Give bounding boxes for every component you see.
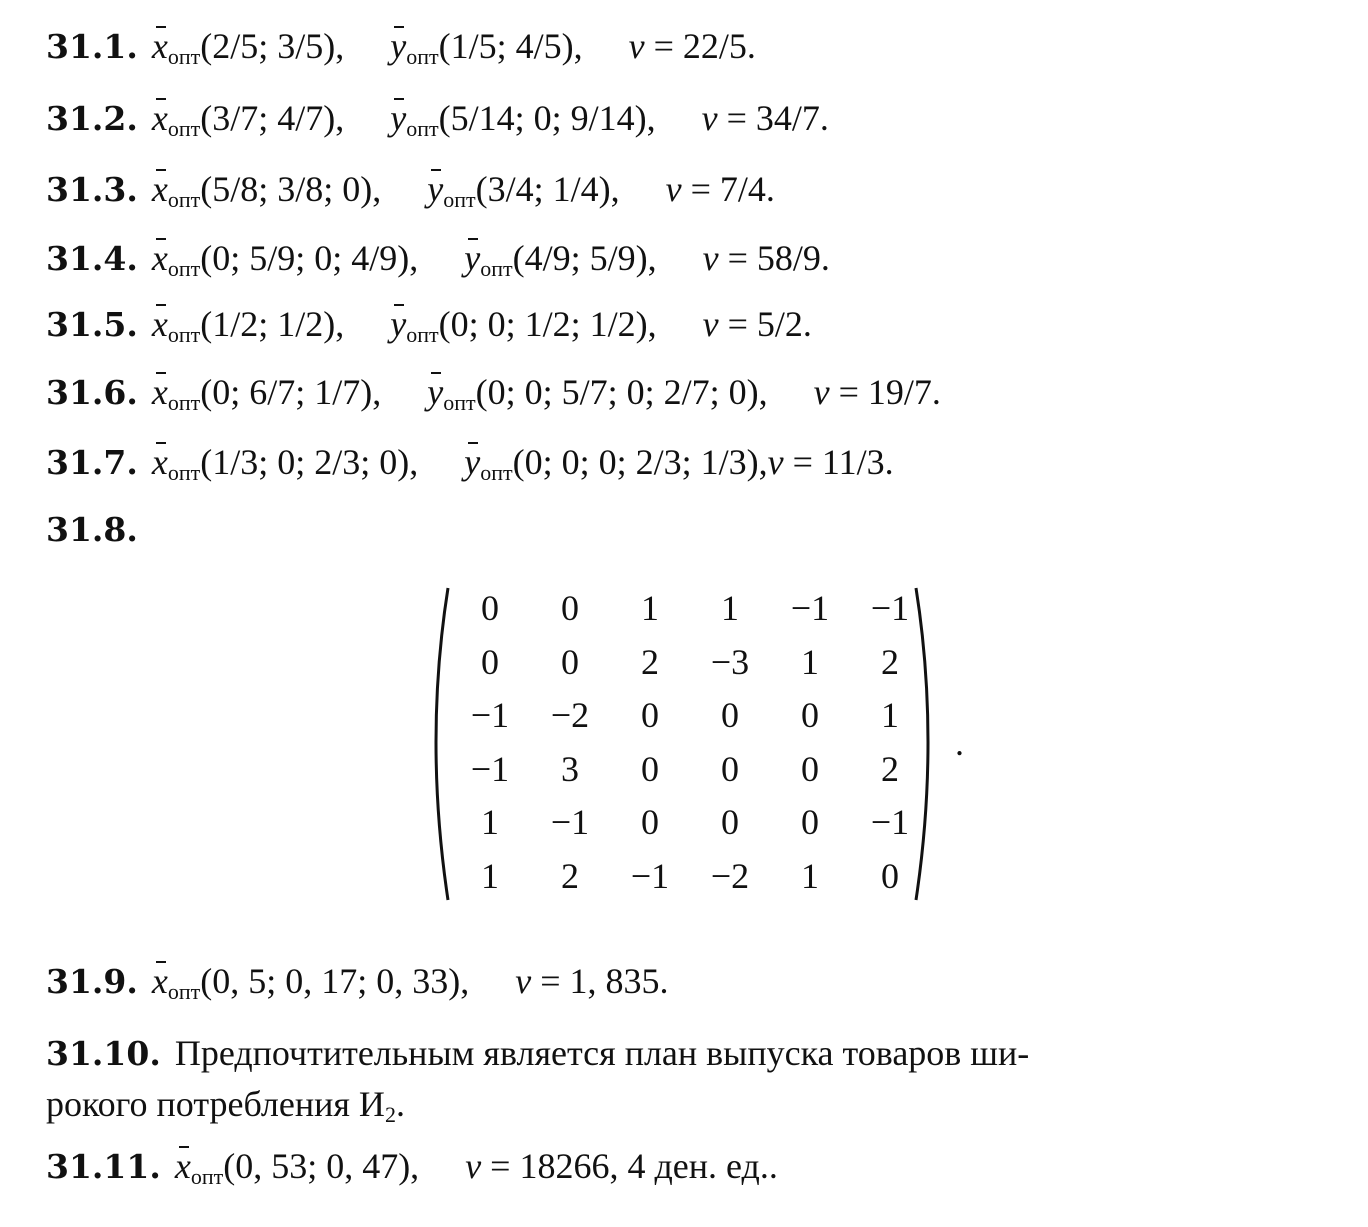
matrix-cell: −1: [550, 802, 590, 842]
matrix-cell: −1: [470, 695, 510, 735]
matrix-cell: 1: [801, 641, 819, 682]
matrix-cell: −1: [630, 855, 670, 896]
matrix-cell: 1: [641, 588, 659, 628]
matrix-cell: 0: [721, 802, 739, 842]
matrix-cell: 2: [561, 855, 579, 896]
answer-31-5: 31.5. $x_{опт}(1/2$; 1/2), $y_{опт}(0$; 0; 1/2; 1/2), ν = 5/2.: [46, 298, 812, 361]
matrix-cell: 0: [881, 855, 899, 896]
answer-31-11: 31.11. $x_{опт}(0$, 53; 0, 47), ν = 18266, 4 ден. ед..: [46, 1140, 778, 1203]
matrix-cell: 0: [801, 748, 819, 789]
matrix-cell: 1: [721, 588, 739, 628]
matrix-cell: 2: [881, 748, 899, 789]
answer-31-4: 31.4. $x_{опт}(0$; 5/9; 0; 4/9), $y_{опт}(4/9$; 5/9), ν = 58/9.: [46, 232, 830, 295]
matrix-cell: −1: [870, 802, 910, 842]
matrix-cell: 0: [721, 748, 739, 789]
matrix-cell: 0: [641, 802, 659, 842]
matrix-cell: −1: [870, 588, 910, 628]
matrix-cell: 2: [881, 641, 899, 682]
matrix-cell: 0: [721, 695, 739, 735]
matrix-cell: 1: [801, 855, 819, 896]
answer-31-1: 31.1. $x_{опт}(2/5$; 3/5), $y_{опт}(1/5$; 4/5), ν = 22/5.: [46, 20, 756, 83]
matrix-cell: −2: [710, 855, 750, 896]
answer-31-2: 31.2. $x_{опт}(3/7$; 4/7), $y_{опт}(5/14$; 0; 9/14), ν = 34/7.: [46, 92, 829, 155]
matrix-cell: 1: [881, 695, 899, 735]
matrix-cell: 1: [481, 855, 499, 896]
matrix-cell: −3: [710, 641, 750, 682]
answer-31-6: 31.6. $x_{опт}(0$; 6/7; 1/7), $y_{опт}(0$; 0; 5/7; 0; 2/7; 0), ν = 19/7.: [46, 366, 941, 429]
matrix-cell: −1: [470, 748, 510, 789]
matrix-cell: 1: [481, 802, 499, 842]
answer-31-9: 31.9. $x_{опт}(0$, 5; 0, 17; 0, 33), ν = 1, 835.: [46, 955, 669, 1018]
matrix-cell: 2: [641, 641, 659, 682]
matrix-grid: [450, 582, 930, 903]
matrix-cell: −2: [550, 695, 590, 735]
matrix-cell: −1: [790, 588, 830, 628]
answer-31-10: 31.10. Предпочтительным является план выпуска товаров ши- рокого потребления $И_2$.: [46, 1033, 1030, 1127]
matrix-cell: 0: [801, 695, 819, 735]
matrix-cell: 0: [641, 695, 659, 735]
matrix-trailing-dot: .: [955, 723, 964, 763]
matrix-cell: 0: [801, 802, 819, 842]
matrix-cell: 0: [641, 748, 659, 789]
answer-31-3: 31.3. $x_{опт}(5/8$; 3/8; 0), $y_{опт}(3/4$; 1/4), ν = 7/4.: [46, 163, 775, 226]
answer-31-8: 31.8.: [46, 510, 138, 549]
matrix-cell: 0: [481, 641, 499, 682]
matrix-cell: 3: [561, 748, 579, 789]
matrix-cell: 0: [561, 588, 579, 628]
matrix-cell: 0: [481, 588, 499, 628]
matrix-cell: 0: [561, 641, 579, 682]
answer-31-7: 31.7. $x_{опт}(1/3$; 0; 2/3; 0), $y_{опт}(0$; 0; 0; 2/3; 1/3),ν = 11/3.: [46, 436, 894, 499]
payoff-matrix: [422, 580, 962, 910]
